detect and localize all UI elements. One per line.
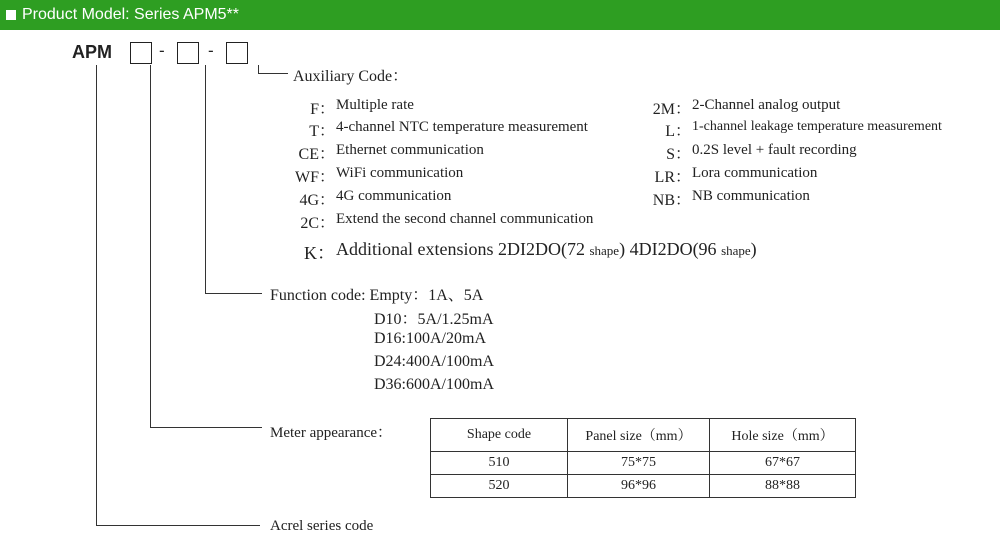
table-cell: 67*67 xyxy=(710,452,856,475)
table-header-cell: Shape code xyxy=(431,419,568,452)
aux-desc: 0.2S level + fault recording xyxy=(692,142,857,158)
aux-desc: 4-channel NTC temperature measurement xyxy=(336,119,588,135)
function-code-item: D24:400A/100mA xyxy=(374,353,494,370)
auxiliary-code-box xyxy=(226,42,248,64)
aux-desc: 4G communication xyxy=(336,188,452,204)
series-connector-line xyxy=(96,525,260,526)
aux-code: T： xyxy=(309,123,335,140)
section-header xyxy=(0,0,1000,30)
aux-code: 4G： xyxy=(299,192,335,209)
aux-desc: Lora communication xyxy=(692,165,818,181)
table-cell: 520 xyxy=(431,475,568,498)
aux-desc: NB communication xyxy=(692,188,810,204)
auxiliary-connector-line xyxy=(258,73,288,74)
aux-desc-shape: shape xyxy=(721,243,751,258)
aux-code: K： xyxy=(304,243,335,263)
series-connector-line xyxy=(96,65,97,525)
table-cell: 75*75 xyxy=(568,452,710,475)
aux-code: NB： xyxy=(652,192,691,209)
model-prefix: APM xyxy=(72,42,112,62)
aux-desc-part: ) xyxy=(750,239,757,259)
aux-desc: 2-Channel analog output xyxy=(692,97,841,113)
aux-desc-extensions xyxy=(336,239,757,260)
function-code-item: D36:600A/100mA xyxy=(374,376,494,393)
table-header-cell: Hole size（mm） xyxy=(710,419,856,452)
meter-appearance-table xyxy=(430,418,856,498)
table-header-cell: Panel size（mm） xyxy=(568,419,710,452)
aux-code: F： xyxy=(310,101,335,118)
aux-code: L： xyxy=(665,123,691,140)
aux-desc-part: Additional extensions 2DI2DO(72 xyxy=(336,239,590,259)
table-row xyxy=(431,475,856,498)
table-row xyxy=(431,452,856,475)
aux-code: CE： xyxy=(298,146,335,163)
model-separator: - xyxy=(159,41,165,60)
aux-code: LR： xyxy=(654,169,691,186)
table-header-row xyxy=(431,419,856,452)
aux-code: 2M： xyxy=(652,101,691,118)
model-separator: - xyxy=(208,41,214,60)
auxiliary-code-label: Auxiliary Code： xyxy=(293,68,409,85)
section-title: Product Model: Series APM5** xyxy=(22,6,239,23)
aux-desc: WiFi communication xyxy=(336,165,464,181)
square-bullet-icon xyxy=(6,10,16,20)
aux-desc: Extend the second channel communication xyxy=(336,211,594,227)
table-cell: 96*96 xyxy=(568,475,710,498)
table-cell: 510 xyxy=(431,452,568,475)
appearance-connector-line xyxy=(150,65,151,427)
aux-code: WF： xyxy=(294,169,335,186)
function-connector-line xyxy=(205,65,206,293)
auxiliary-connector-line xyxy=(258,65,259,73)
series-code-box xyxy=(130,42,152,64)
function-code-item: D16:100A/20mA xyxy=(374,330,486,347)
aux-desc: Multiple rate xyxy=(336,97,414,113)
aux-code: 2C： xyxy=(300,215,335,232)
aux-desc-shape: shape xyxy=(589,243,620,258)
aux-desc: 1-channel leakage temperature measurement xyxy=(692,119,942,134)
appearance-connector-line xyxy=(150,427,262,428)
function-code-label: Function code: Empty：1A、5A xyxy=(270,287,484,304)
function-code-box xyxy=(177,42,199,64)
series-code-label: Acrel series code xyxy=(270,518,374,534)
aux-desc: Ethernet communication xyxy=(336,142,484,158)
table-cell: 88*88 xyxy=(710,475,856,498)
aux-desc-part: ) 4DI2DO(96 xyxy=(619,239,722,259)
meter-appearance-label: Meter appearance： xyxy=(270,425,393,441)
aux-code: S： xyxy=(666,146,691,163)
function-connector-line xyxy=(205,293,262,294)
function-code-item: D10：5A/1.25mA xyxy=(374,311,494,328)
